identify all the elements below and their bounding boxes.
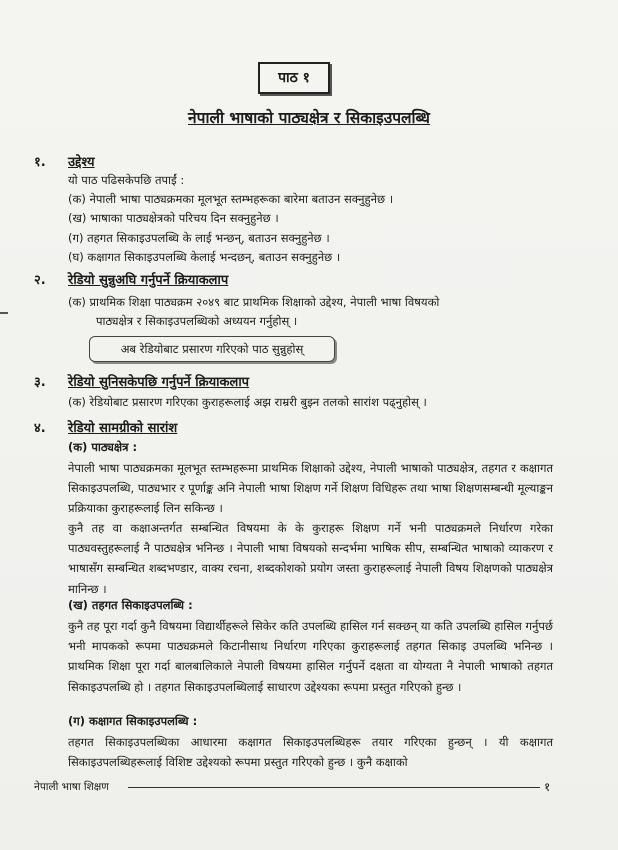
page-number: १: [544, 780, 551, 794]
footer-book-title: नेपाली भाषा शिक्षण: [34, 781, 109, 793]
section-1-heading: १. उद्देश्य: [34, 155, 95, 170]
subsection-ka-paragraph-1: नेपाली भाषा पाठ्यक्रमका मूलभूत स्तम्भहरूमा प्राथमिक शिक्षाको उद्देश्य, नेपाली भाषाको पाठ्यक्षेत्र, तहगत र कक्षागत सिकाइउपलब्धि, पाठ्यभार र पूर्णाङ्क अनि नेपाली भाषा शिक्षण गर्ने शिक्षण विधिहरू तथा भाषा शिक्षणसम्बन्धी मूल्याङ्कन प्रक्रियाका कुराहरूलाई लिन सकिन्छ ।: [68, 461, 553, 516]
radio-instruction-box: अब रेडियोबाट प्रसारण गरिएको पाठ सुन्नुहोस्: [89, 336, 335, 362]
section-3-heading: ३. रेडियो सुनिसकेपछि गर्नुपर्ने क्रियाकलाप: [34, 375, 250, 390]
subsection-kha-paragraph: कुनै तह पूरा गर्दा कुनै विषयमा विद्यार्थीहरूले सिकेर कति उपलब्धि हासिल गर्न सक्छन् या कति उपलब्धि हासिल गर्नुपर्छ भनी मापकको रूपमा पाठ्यक्रमले किटानीसाथ निर्धारण गरिएका कुराहरूलाई तहगत सिकाइ उपलब्धि भनिन्छ । प्राथमिक शिक्षा पूरा गर्दा बालबालिकाले नेपाली विषयमा हासिल गर्नुपर्ने दक्षता वा योग्यता नै नेपाली भाषाको तहगत सिकाइउपलब्धि हो । तहगत सिकाइउपलब्धिलाई साधारण उद्देश्यका रूपमा प्रस्तुत गरिएको हुन्छ ।: [68, 619, 553, 694]
objective-item: (घ) कक्षागत सिकाइउपलब्धि केलाई भन्दछन्, बताउन सक्नुहुनेछ ।: [68, 250, 341, 264]
page-title: नेपाली भाषाको पाठ्यक्षेत्र र सिकाइउपलब्धि: [188, 109, 430, 127]
subsection-ga-paragraph: तहगत सिकाइउपलब्धिका आधारमा कक्षागत सिकाइउपलब्धिहरू तयार गरिएका हुन्छन् । यी कक्षागत सिकाइउपलब्धिहरूलाई विशिष्ट उद्देश्यको रूपमा प्रस्तुत गरिएको हुन्छ । कुनै कक्षाको: [68, 735, 553, 770]
margin-mark: [0, 312, 8, 314]
section-3-item: (क) रेडियोबाट प्रसारण गरिएका कुराहरूलाई अझ राम्ररी बुझ्न तलको सारांश पढ्नुहोस् ।: [68, 395, 427, 409]
lesson-label: पाठ १: [258, 62, 330, 94]
section-2-heading: २. रेडियो सुन्नुअघि गर्नुपर्ने क्रियाकलाप: [34, 273, 229, 288]
subsection-ga-title: (ग) कक्षागत सिकाइउपलब्धि :: [68, 714, 198, 728]
objective-item: (ग) तहगत सिकाइउपलब्धि के लाई भन्छन्, बताउन सक्नुहुनेछ ।: [68, 231, 330, 245]
section-1-intro: यो पाठ पढिसकेपछि तपाईं :: [68, 173, 185, 187]
subsection-kha-title: (ख) तहगत सिकाइउपलब्धि :: [68, 598, 193, 612]
subsection-ka-paragraph-2: कुनै तह वा कक्षाअन्तर्गत सम्बन्धित विषयमा के के कुराहरू शिक्षण गर्ने भनी पाठ्यक्रमले निर्धारण गरेका पाठ्यवस्तुहरूलाई नै पाठ्यक्षेत्र भनिन्छ । नेपाली भाषा विषयको सन्दर्भमा भाषिक सीप, सम्बन्धित भाषाको व्याकरण र भाषासँग सम्बन्धित शब्दभण्डार, वाक्य रचना, शब्दकोशको प्रयोग जस्ता कुराहरूलाई नेपाली विषय शिक्षणको पाठ्यक्षेत्र मानिन्छ ।: [68, 521, 553, 596]
subsection-ka-title: (क) पाठ्यक्षेत्र :: [68, 440, 138, 454]
objective-item: (ख) भाषाका पाठ्यक्षेत्रको परिचय दिन सक्नुहुनेछ ।: [68, 211, 279, 225]
section-2-item: (क) प्राथमिक शिक्षा पाठ्यक्रम २०४९ बाट प्राथमिक शिक्षाको उद्देश्य, नेपाली भाषा विषयको: [68, 295, 440, 309]
objective-item: (क) नेपाली भाषा पाठ्यक्रमका मूलभूत स्तम्भहरूका बारेमा बताउन सक्नुहुनेछ ।: [68, 192, 394, 206]
footer-rule: [128, 787, 540, 788]
section-4-heading: ४. रेडियो सामग्रीको सारांश: [34, 421, 178, 436]
section-2-item-cont: पाठ्यक्षेत्र र सिकाइउपलब्धिको अध्ययन गर्नुहोस् ।: [96, 314, 298, 328]
